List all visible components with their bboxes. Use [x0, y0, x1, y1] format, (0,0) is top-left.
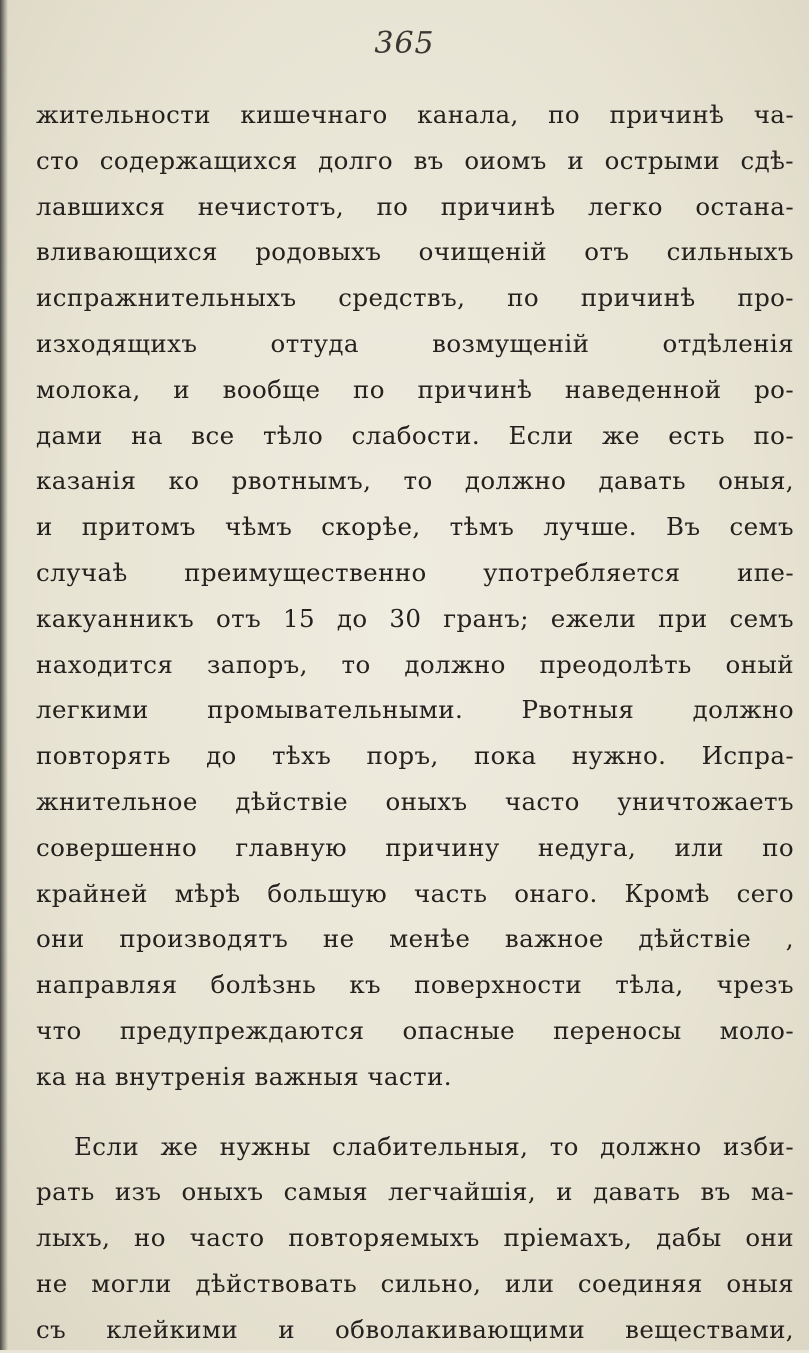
text-line: сто содержащихся долго въ оиомъ и острыми сдѣ-	[36, 145, 794, 175]
page-binding-edge	[0, 0, 8, 1350]
text-line: они производятъ не менѣе важное дѣйствіе ,	[36, 924, 794, 954]
text-line: что предупреждаются опасные переносы моло-	[36, 1015, 794, 1045]
text-line: изходящихъ оттуда возмущеній отдѣленія	[36, 328, 794, 358]
text-line: испражнительныхъ средствъ, по причинѣ про-	[36, 283, 794, 313]
text-line: повторять до тѣхъ поръ, пока нужно. Испра-	[36, 741, 794, 771]
text-line: легкими промывательными. Рвотныя должно	[36, 695, 794, 725]
text-line: и притомъ чѣмъ скорѣе, тѣмъ лучше. Въ семъ	[36, 512, 794, 542]
text-line: совершенно главную причину недуга, или по	[36, 832, 794, 862]
text-line: случаѣ преимущественно употребляется ипе-	[36, 557, 794, 587]
text-line: вливающихся родовыхъ очищеній отъ сильныхъ	[36, 237, 794, 267]
text-line: не могли дѣйствовать сильно, или соединяя оныя	[36, 1268, 794, 1298]
text-line: рать изъ оныхъ самыя легчайшія, и давать въ ма-	[36, 1177, 794, 1207]
text-line: жительности кишечнаго канала, по причинѣ ча-	[36, 100, 794, 129]
text-line: находится запоръ, то должно преодолѣть оный	[36, 649, 794, 679]
page-number: 365	[374, 26, 435, 61]
text-line: лавшихся нечистотъ, по причинѣ легко остана-	[36, 191, 794, 221]
paragraph-2	[36, 1124, 794, 1353]
text-line: направляя болѣзнь къ поверхности тѣла, чрезъ	[36, 970, 794, 1000]
text-line: жнительное дѣйствіе оныхъ часто уничтожаетъ	[36, 786, 794, 816]
text-line: дами на все тѣло слабости. Если же есть по-	[36, 420, 794, 450]
text-line: лыхъ, но часто повторяемыхъ пріемахъ, дабы они	[36, 1223, 794, 1253]
paragraph-gap	[36, 1100, 794, 1124]
text-line: крайней мѣрѣ большую часть онаго. Кромѣ сего	[36, 878, 794, 908]
paragraph-1	[36, 92, 794, 1100]
text-line: молока, и вообще по причинѣ наведенной ро-	[36, 374, 794, 404]
text-line: съ клейкими и обволакивающими веществами,	[36, 1314, 794, 1344]
body-text	[36, 92, 794, 1353]
text-line: казанія ко рвотнымъ, то должно давать оныя,	[36, 466, 794, 496]
text-line: ка на внутренія важныя части.	[36, 1061, 452, 1091]
text-line: какуанникъ отъ 15 до 30 гранъ; ежели при семъ	[36, 603, 794, 633]
text-line: Если же нужны слабительныя, то должно изби-	[74, 1131, 794, 1161]
